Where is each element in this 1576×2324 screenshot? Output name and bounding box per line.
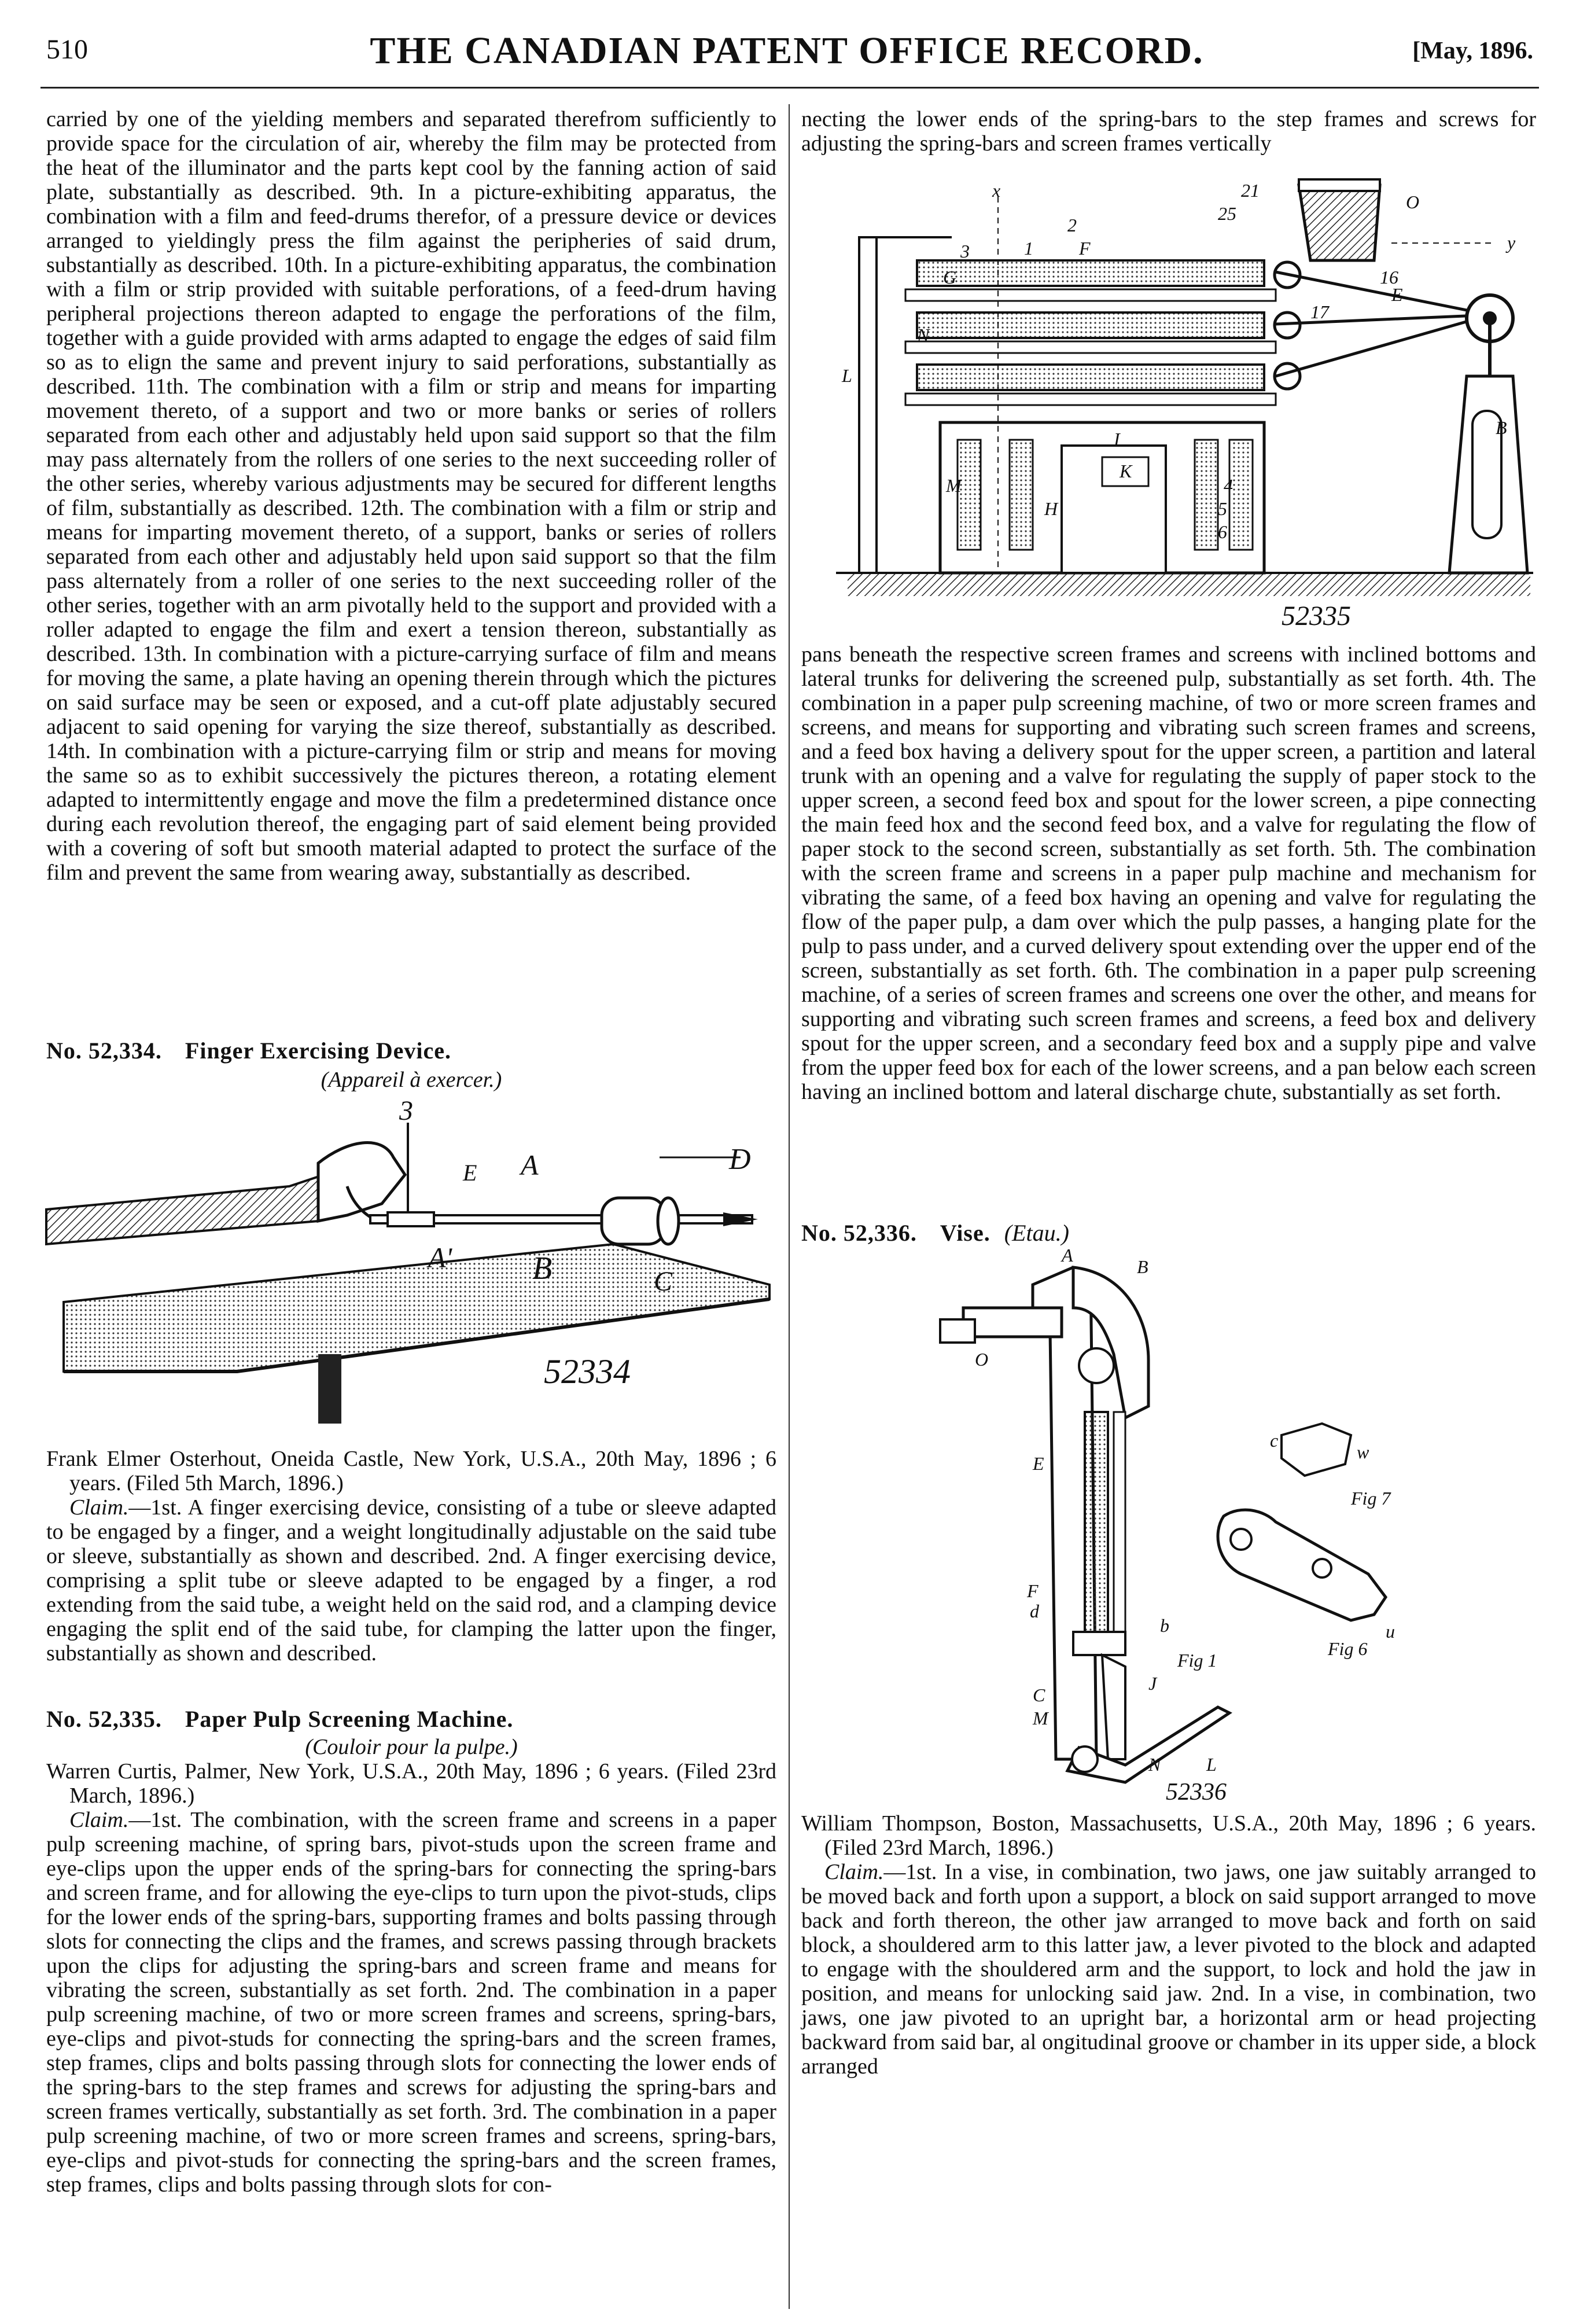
figure-label: B [1137, 1256, 1148, 1277]
figure-label: J [1148, 1673, 1157, 1694]
figure-label: C [654, 1266, 673, 1297]
figure-label: G [943, 267, 957, 288]
figure-label: d [1030, 1601, 1039, 1621]
patent-52334-header [46, 1039, 776, 1092]
figure-caption: 52334 [544, 1352, 631, 1391]
claims-text [801, 1860, 1536, 2079]
patent-52336-header [801, 1221, 1536, 1245]
claims-body: —1st. A finger exercising device, consisting of a tube or sleeve adapted to be engaged by a finger, and a weight longitudinally adjustable on the said tube or sleeve, substantially as shown and described. 2nd. A finger exercising device, comprising a split tube or sleeve adapted to be engaged by a finger, a rod extending from the said tube, a weight held on the said rod, and a clamping device engaging the split end of the said tube, for clamping the latter upon the finger, substantially as shown and described. [46, 1495, 776, 1665]
figure-label: c [1270, 1430, 1279, 1451]
figure-label: B [1496, 417, 1507, 438]
patent-52335 [46, 1707, 776, 2197]
figure-label: L [1206, 1754, 1217, 1775]
figure-52334 [46, 1095, 776, 1424]
detail-fig-7 [1282, 1424, 1351, 1476]
left-continuation [46, 107, 776, 885]
page-number: 510 [46, 34, 88, 65]
issue-date: [May, 1896. [1412, 38, 1533, 64]
figure-label: 3 [960, 241, 970, 262]
figure-label: 2 [1067, 215, 1077, 236]
figure-label: A [521, 1149, 539, 1181]
figure-label: H [1044, 498, 1058, 519]
journal-title: THE CANADIAN PATENT OFFICE RECORD. [370, 30, 1204, 72]
patent-number: No. 52,334. [46, 1038, 162, 1064]
header-rule [40, 87, 1539, 89]
figure-label: L [842, 365, 852, 386]
lever [1102, 1655, 1125, 1759]
patent-number: No. 52,335. [46, 1706, 162, 1732]
column-divider [789, 104, 790, 2309]
inventor-byline: William Thompson, Boston, Massachusetts, U.S.A., 20th May, 1896 ; 6 years. (Filed 23rd March, 1896.) [801, 1811, 1536, 1860]
continuation-text: necting the lower ends of the spring-bars to the step frames and screws for adjusting the spring-bars and screen frames vertically [801, 107, 1536, 156]
continuation-text: pans beneath the respective screen frames and screens with inclined bottoms and lateral trunks for delivering the screened pulp, substantially as set forth. 4th. The combination in a paper pulp screening machine, of two or more screen frames and screens, and means for supporting and vibrating such screen frames and screens, and a feed box having a delivery spout for the upper screen, a partition and lateral trunk with an opening and a valve for regulating the supply of paper stock to the upper screen, a second feed box and spout for the lower screen, a pipe connecting the main feed hox and the second feed box, and a valve for regulating the flow of paper stock to the second screen, substantially as set forth. 5th. The combination with the screen frame and screens in a paper pulp machine and mechanism for vibrating the same, of a feed box having an opening and valve for regulating the flow of the paper pulp, a dam over which the pulp passes, a hanging plate for the pulp to pass under, and a curved delivery spout extending over the upper end of the screen, substantially as set forth. 6th. The combination in a paper pulp screening machine, of a series of screen frames and screens one over the other, and means for supporting and vibrating such screen frames and screens, a feed box and delivery spout for the upper screen, and a secondary feed box and a supply pipe and valve from the upper feed box for each of the lower screens, and a pan below each screen having an inclined bottom and lateral discharge chute, substantially as set forth. [801, 642, 1536, 1104]
figure-label: F [1027, 1580, 1039, 1601]
claims-text [46, 1495, 776, 1665]
figure-label: F [1079, 238, 1091, 259]
patent-52334-body [46, 1447, 776, 1665]
figure-label: Fig 6 [1328, 1638, 1368, 1659]
inventor-byline: Warren Curtis, Palmer, New York, U.S.A., 20th May, 1896 ; 6 years. (Filed 23rd March, 1896.) [46, 1759, 776, 1808]
claim-label: Claim. [69, 1808, 129, 1832]
figure-label: 6 [1218, 521, 1227, 542]
figure-label: M [946, 475, 962, 496]
page-header [35, 29, 1539, 75]
floor [848, 573, 1530, 596]
french-title: (Appareil à exercer.) [321, 1068, 502, 1092]
figure-caption: 52335 [1282, 601, 1351, 631]
figure-label: 21 [1241, 180, 1260, 201]
patent-title: Paper Pulp Screening Machine. [185, 1706, 514, 1732]
figure-label: 1 [1024, 238, 1033, 259]
figure-label: E [1391, 284, 1403, 305]
claims-body: —1st. The combination, with the screen frame and screens in a paper pulp screening machine, of spring bars, pivot-studs upon the screen frame and eye-clips upon the upper ends of the spring-bars for connecting the spring-bars and screen frame, and for allowing the eye-clips to turn upon the pivot-studs, clips for the lower ends of the spring-bars, supporting frames and bolts passing through slots for connecting the clips and the frames, and screws passing through brackets upon the clips for adjusting the spring-bars and screen frame and means for vibrating the screen, substantially as set forth. 2nd. The combination in a paper pulp screening machine, of two or more screen frames and screens, spring-bars, eye-clips and pivot-studs for connecting the spring-bars and the screen frames, step frames, clips and bolts passing through slots for connecting the lower ends of the spring-bars to the step frames and screws for adjusting the spring-bars and screen frames vertically, substantially as set forth. 3rd. The combination in a paper pulp screening machine, of two or more screen frames and screens, spring-bars, eye-clips and pivot-studs for connecting the spring-bars and the screen frames, step frames, clips and bolts passing through slots for con- [46, 1808, 776, 2197]
figure-label: O [975, 1349, 989, 1370]
claims-text [46, 1808, 776, 2197]
figure-label: 3 [399, 1095, 413, 1126]
figure-label: N [1148, 1754, 1161, 1775]
figure-52336 [801, 1245, 1536, 1805]
figure-label: O [1406, 192, 1420, 212]
figure-label: A [1062, 1245, 1073, 1266]
figure-label: 4 [1224, 475, 1233, 496]
figure-label: x [992, 180, 1001, 201]
table-top [64, 1244, 769, 1371]
claim-label: Claim. [69, 1495, 129, 1520]
figure-label: I [1114, 429, 1120, 450]
detail-fig-6 [1218, 1510, 1386, 1620]
weight [602, 1198, 665, 1244]
right-continuation-mid [801, 642, 1536, 1104]
figure-label: y [1507, 232, 1516, 253]
screen-frames [905, 260, 1276, 405]
patent-heading [801, 1221, 1536, 1245]
figure-label: b [1160, 1615, 1169, 1636]
french-title: (Couloir pour la pulpe.) [305, 1735, 518, 1759]
drive-rods [1275, 262, 1478, 389]
figure-label: Fig 1 [1177, 1650, 1217, 1671]
patent-title: Finger Exercising Device. [185, 1038, 451, 1064]
patent-heading [46, 1707, 776, 1731]
figure-52335 [801, 168, 1536, 637]
figure-label: C [1033, 1685, 1045, 1705]
figure-label: u [1386, 1621, 1395, 1642]
figure-label: A' [428, 1241, 452, 1274]
head-arm [963, 1308, 1062, 1337]
finger-sleeve [388, 1212, 434, 1226]
figure-label: D [729, 1143, 751, 1176]
figure-label: 5 [1218, 498, 1227, 519]
patent-number: No. 52,336. [801, 1220, 917, 1246]
patent-title: Vise. [940, 1220, 990, 1246]
figure-caption: 52336 [1166, 1779, 1227, 1805]
french-title: (Etau.) [1004, 1220, 1069, 1246]
figure-label: N [917, 325, 930, 345]
figure-label: 25 [1218, 203, 1236, 224]
patent-52336-body [801, 1811, 1536, 2079]
figure-label: w [1357, 1442, 1369, 1462]
patent-heading [46, 1039, 776, 1063]
figure-label: 17 [1310, 301, 1329, 322]
figure-label: B [532, 1251, 553, 1286]
figure-label: K [1120, 461, 1132, 481]
figure-label: Fig 7 [1351, 1488, 1391, 1509]
claims-body: —1st. In a vise, in combination, two jaws, one jaw suitably arranged to be moved back and forth upon a support, a block on said support arranged to move back and forth thereon, the other jaw arranged to move back and forth on said block, a shouldered arm to this latter jaw, a lever pivoted to the block and adapted to engage with the shouldered arm and the support, to lock and hold the jaw in position, and means for unlocking said jaw. 2nd. In a vise, in combination, two jaws, one jaw pivoted to an upright bar, a horizontal arm or head projecting backward from said bar, al ongitudinal groove or chamber in its upper side, a block arranged [801, 1860, 1536, 2079]
right-continuation-top [801, 107, 1536, 156]
figure-label: M [1033, 1708, 1048, 1729]
figure-label: E [463, 1160, 477, 1186]
figure-label: 16 [1380, 267, 1398, 288]
claim-label: Claim. [824, 1860, 884, 1884]
feed-box [1299, 185, 1380, 260]
inventor-byline: Frank Elmer Osterhout, Oneida Castle, New York, U.S.A., 20th May, 1896 ; 6 years. (Filed 5th March, 1896.) [46, 1447, 776, 1495]
table-leg [318, 1354, 341, 1424]
figure-label: E [1033, 1453, 1044, 1474]
continuation-text: carried by one of the yielding members and separated therefrom sufficiently to provide space for the circulation of air, whereby the film may be protected from the heat of the illuminator and the parts kept cool by the fanning action of said plate, substantially as described. 9th. In a picture-exhibiting apparatus, the combination with a film and feed-drums therefor, of a pressure device or devices arranged to yieldingly press the film against the peripheries of said drum, substantially as described. 10th. In a picture-exhibiting apparatus, the combination with a film or strip provided with suitable perforations, of a feed-drum having peripheral projections thereon adapted to engage the perforations of the film, together with a guide provided with arms adapted to engage the edges of said film so as to elign the same and prevent injury to said perforations, substantially as described. 11th. The combination with a film or strip and means for imparting movement thereto, of a support and two or more banks or series of rollers separated from each other and adjustably held upon said support so that the film may pass alternately from the rollers of one series to the next succeeding roller of the other series, whereby various adjustments may be secured for different lengths of film, substantially as described. 12th. The combination with a film or strip and means for imparting movement thereto, of a support, banks or series of rollers separated from each other and adjustably held upon said support so that the film pass alternately from a roller of one series to the next succeeding roller of the other series, together with an arm pivotally held to the support and provided with a roller adapted to engage the film and exert a tension thereon, substantially as described. 13th. In combination with a picture-carrying surface of film and means for moving the same, a plate having an opening therein through which the pictures on said surface may be seen or exposed, and a cut-off plate adjustably secured adjacent to said opening for varying the size thereof, substantially as described. 14th. In combination with a picture-carrying film or strip and means for moving the same so as to exhibit successively the pictures thereon, a rotating element adapted to intermittently engage and move the film a predetermined distance once during each revolution thereof, the engaging part of said element being provided with a covering of soft but smooth material adapted to protect the surface of the film and prevent the same from wearing away, substantially as described. [46, 107, 776, 885]
